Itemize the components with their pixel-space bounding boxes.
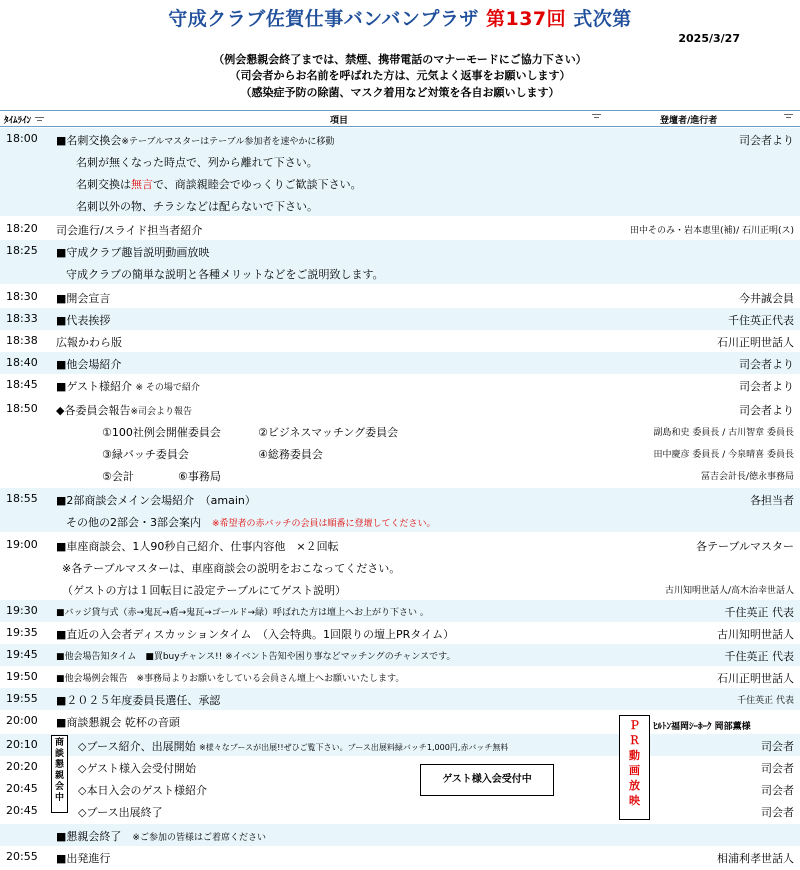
table-row	[0, 556, 800, 578]
title-number: 第137回	[485, 8, 567, 30]
row-time: 19:55	[6, 692, 38, 705]
row-person: 千住英正 代表	[724, 606, 794, 619]
row-person: 司会者	[761, 784, 794, 797]
row-time: 20:00	[6, 714, 38, 727]
row-time: 20:45	[6, 804, 38, 817]
row-content: ⑤会計	[102, 470, 134, 483]
table-row	[0, 286, 800, 308]
row-content: ■開会宣言	[56, 292, 111, 305]
row-content: 名刺交換は無言で、商談親睦会でゆっくりご歓談下さい。	[76, 178, 362, 191]
row-person: 司会者	[761, 740, 794, 753]
guest-reception-box: ゲスト様入会受付中	[420, 764, 554, 796]
row-time: 19:50	[6, 670, 38, 683]
table-row	[0, 308, 800, 330]
row-content: ■直近の入会者ディスカッションタイム （入会特典。1回限りの壇上PRタイム）	[56, 628, 455, 641]
row-person: 古川知明世話人/高木治幸世話人	[664, 586, 794, 596]
filter-icon[interactable]	[35, 117, 44, 123]
row-time: 18:45	[6, 378, 38, 391]
header-person: 登壇者/進行者	[660, 116, 718, 126]
header-time[interactable]: ﾀｲﾑﾗｲﾝ	[4, 113, 44, 126]
filter-icon[interactable]	[592, 114, 601, 120]
title-main: 守成クラブ佐賀仕事バンバンプラザ	[168, 8, 479, 30]
row-time: 18:50	[6, 402, 38, 415]
row-person: 千住英正代表	[728, 314, 794, 327]
table-row	[0, 600, 800, 622]
row-content: ③緑バッチ委員会	[102, 448, 189, 461]
row-time: 18:20	[6, 222, 38, 235]
row-time: 19:30	[6, 604, 38, 617]
row-time: 18:40	[6, 356, 38, 369]
row-person: 田中そのみ・岩本恵里(補)/ 石川正明(ス)	[630, 226, 794, 236]
event-date: 2025/3/27	[678, 32, 740, 45]
row-content: ■他会場紹介	[56, 358, 122, 371]
row-time: 19:45	[6, 648, 38, 661]
table-row	[0, 734, 800, 756]
toast-person: ﾋﾙﾄﾝ福岡ｼｰﾎｰｸ 岡部薫様	[653, 722, 751, 732]
row-time: 20:10	[6, 738, 38, 751]
row-time: 19:35	[6, 626, 38, 639]
row-person: 相浦利孝世話人	[717, 852, 794, 865]
row-content: ■2部商談会メイン会場紹介 （amain）	[56, 494, 256, 507]
row-content: （ゲストの方は１回転目に設定テーブルにてゲスト説明）	[62, 584, 347, 597]
table-row	[0, 510, 800, 532]
row-content: 守成クラブの簡単な説明と各種メリットなどをご説明致します。	[66, 268, 384, 281]
row-content: ■守成クラブ趣旨説明動画放映	[56, 246, 210, 259]
row-time: 18:00	[6, 132, 38, 145]
table-row	[0, 688, 800, 710]
row-time: 20:55	[6, 850, 38, 863]
row-time: 18:38	[6, 334, 38, 347]
table-row	[0, 800, 800, 822]
row-time: 18:25	[6, 244, 38, 257]
row-content: ■出発進行	[56, 852, 111, 865]
row-content: ※各テーブルマスターは、車座商談会の説明をおこなってください。	[62, 562, 401, 575]
table-row	[0, 374, 800, 396]
notice-3: （感染症予防の除菌、マスク着用など対策を各自お願いします）	[240, 86, 560, 99]
row-content: ■懇親会終了 ※ご参加の皆様はご着席ください	[56, 830, 266, 843]
page-title	[0, 4, 800, 31]
table-row	[0, 846, 800, 868]
table-row	[0, 756, 800, 778]
notice-2: （司会者からお名前を呼ばれた方は、元気よく返事をお願いします）	[229, 69, 571, 82]
table-row	[0, 420, 800, 442]
table-row	[0, 778, 800, 800]
row-content: 名刺以外の物、チラシなどは配らないで下さい。	[76, 200, 318, 213]
row-content: ②ビジネスマッチング委員会	[258, 426, 399, 439]
table-row	[0, 442, 800, 464]
table-row	[0, 352, 800, 374]
row-content: その他の2部会・3部会案内 ※希望者の赤バッチの会員は順番に登壇してください。	[66, 516, 436, 529]
table-row	[0, 218, 800, 240]
table-row	[0, 172, 800, 194]
pr-video-box: Ｐ Ｒ 動 画 放 映	[619, 715, 650, 820]
row-time: 20:20	[6, 760, 38, 773]
row-content: ④総務委員会	[258, 448, 323, 461]
row-content: ■他会場例会報告 ※事務局よりお願いをしている会員さん壇上へお願いいたします。	[56, 674, 405, 684]
row-content: 司会進行/スライド担当者紹介	[56, 224, 203, 237]
table-row	[0, 194, 800, 216]
row-time: 20:45	[6, 782, 38, 795]
row-content: ■２０２５年度委員長選任、承認	[56, 694, 221, 707]
table-row	[0, 644, 800, 666]
row-person: 司会者	[761, 806, 794, 819]
row-content: ①100社例会開催委員会	[102, 426, 221, 439]
table-row	[0, 666, 800, 688]
row-content: ■車座商談会、1人90秒自己紹介、仕事内容他 ×２回転	[56, 540, 339, 553]
table-row	[0, 488, 800, 510]
row-person: 司会者	[761, 762, 794, 775]
table-row	[0, 330, 800, 352]
table-row	[0, 262, 800, 284]
row-content: ◆各委員会報告※司会より報告	[56, 404, 193, 417]
row-content: ⑥事務局	[178, 470, 221, 483]
table-row	[0, 824, 800, 846]
row-person: 石川正明世話人	[717, 672, 794, 685]
header-person-filter[interactable]	[780, 113, 793, 123]
row-person: 今井誠会員	[739, 292, 794, 305]
row-person: 石川正明世話人	[717, 336, 794, 349]
table-row	[0, 398, 800, 420]
row-content: ■ゲスト様紹介 ※ その場で紹介	[56, 380, 200, 393]
row-person: 千住英正 代表	[724, 650, 794, 663]
row-content: ■商談懇親会 乾杯の音頭	[56, 716, 180, 729]
row-time: 18:30	[6, 290, 38, 303]
row-content: ◇ブース出展終了	[78, 806, 163, 819]
row-content: 名刺が無くなった時点で、列から離れて下さい。	[76, 156, 318, 169]
table-header	[0, 110, 800, 127]
row-content: ■代表挨拶	[56, 314, 111, 327]
row-content: ◇ゲスト様入会受付開始	[78, 762, 197, 775]
row-person: 古川知明世話人	[717, 628, 794, 641]
table-row	[0, 150, 800, 172]
row-content: ◇ブース紹介、出展開始 ※様々なブースが出展!!ぜひご覧下さい。ブース出展料緑バッチ1,000円,赤バッチ無料	[78, 740, 509, 753]
row-content: ■他会場告知タイム ■買buyチャンス!! ※イベント告知や困り事などマッチングのチャンスです。	[56, 652, 456, 662]
table-row	[0, 578, 800, 600]
row-time: 19:00	[6, 538, 38, 551]
row-person: 司会者より	[739, 134, 794, 147]
row-person: 各テーブルマスター	[695, 540, 794, 553]
row-person: 千住英正 代表	[737, 696, 794, 706]
header-item: 項目	[330, 116, 349, 126]
row-content: 広報かわら版	[56, 336, 122, 349]
row-person: 副島和史 委員長 / 古川智章 委員長	[653, 428, 794, 438]
row-time: 18:33	[6, 312, 38, 325]
table-row	[0, 534, 800, 556]
notice-1: （例会懇親会終了までは、禁煙、携帯電話のマナーモードにご協力下さい）	[213, 53, 587, 66]
table-row	[0, 622, 800, 644]
row-content: ■バッジ貸与式（赤→鬼瓦→盾→鬼瓦→ゴールド→緑）呼ばれた方は壇上へお上がり下さい 。	[56, 608, 429, 618]
table-row	[0, 240, 800, 262]
row-time: 18:55	[6, 492, 38, 505]
row-person: 司会者より	[739, 404, 794, 417]
title-suffix: 式次第	[573, 8, 632, 30]
row-person: 各担当者	[750, 494, 794, 507]
row-content: ◇本日入会のゲスト様紹介	[78, 784, 208, 797]
table-row	[0, 128, 800, 150]
row-person: 司会者より	[739, 358, 794, 371]
networking-label-box: 商 談 懇 親 会 中	[51, 735, 68, 813]
table-row	[0, 464, 800, 486]
row-person: 冨吉会計長/徳永事務局	[700, 472, 794, 482]
row-person: 司会者より	[739, 380, 794, 393]
row-person: 田中慶彦 委員長 / 今泉晴喜 委員長	[653, 450, 794, 460]
header-item-filter[interactable]	[588, 113, 601, 123]
row-content: ■名刺交換会※テーブルマスターはテーブル参加者を速やかに移動	[56, 134, 335, 147]
filter-icon[interactable]	[784, 114, 793, 120]
